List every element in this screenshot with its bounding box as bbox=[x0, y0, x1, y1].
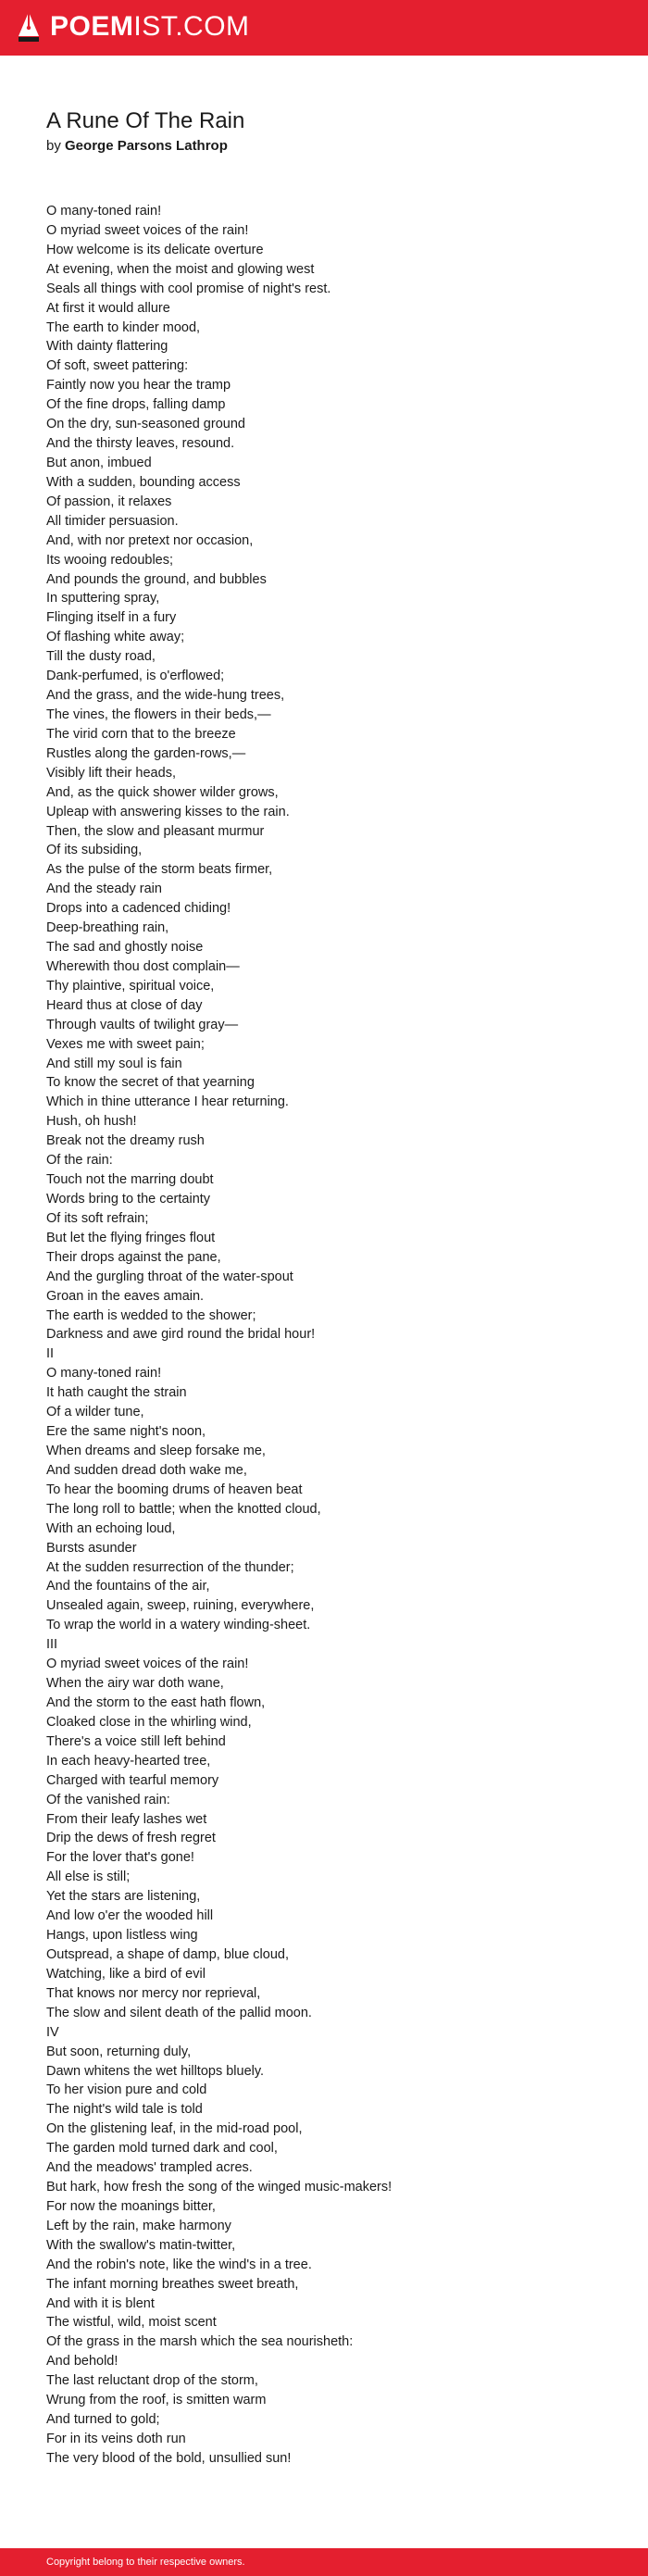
poem-line: On the dry, sun-seasoned ground bbox=[46, 417, 245, 432]
site-footer bbox=[0, 2548, 648, 2576]
poem-line: Their drops against the pane, bbox=[46, 1249, 221, 1265]
poem-line: O myriad sweet voices of the rain! bbox=[46, 1657, 249, 1672]
poem-line: The night's wild tale is told bbox=[46, 2102, 203, 2118]
poem-line: Wherewith thou dost complain— bbox=[46, 958, 240, 974]
poem-line: Of the rain: bbox=[46, 1153, 113, 1169]
poem-line: And the fountains of the air, bbox=[46, 1579, 210, 1594]
poem-line: That knows nor mercy nor reprieval, bbox=[46, 1985, 261, 2001]
site-header bbox=[0, 0, 648, 56]
poem-line: When dreams and sleep forsake me, bbox=[46, 1444, 266, 1458]
poem-line: When the airy war doth wane, bbox=[46, 1676, 224, 1692]
poem-line: It hath caught the strain bbox=[46, 1385, 187, 1401]
poem-line: Outspread, a shape of damp, blue cloud, bbox=[46, 1946, 289, 1962]
poem-line: The vines, the flowers in their beds,— bbox=[46, 707, 271, 722]
poem-line: The long roll to battle; when the knotted cloud, bbox=[46, 1501, 321, 1517]
poem-line: And the meadows' trampled acres. bbox=[46, 2160, 253, 2176]
poem-line: Thy plaintive, spiritual voice, bbox=[46, 978, 215, 994]
poem-line: Unsealed again, sweep, ruining, everywhere, bbox=[46, 1598, 315, 1614]
poem-line: Of flashing white away; bbox=[46, 630, 185, 645]
poem-line: And turned to gold; bbox=[46, 2412, 160, 2428]
poem-line: Through vaults of twilight gray— bbox=[46, 1017, 239, 1032]
poem-line: But soon, returning duly, bbox=[46, 2044, 192, 2059]
poem-line: But anon, imbued bbox=[46, 455, 152, 470]
poem-line: Yet the stars are listening, bbox=[46, 1889, 201, 1905]
poem-line: Watching, like a bird of evil bbox=[46, 1966, 206, 1982]
poem-line: Words bring to the certainty bbox=[46, 1192, 211, 1207]
poem-line: Of a wilder tune, bbox=[46, 1405, 144, 1420]
poem-line: With an echoing loud, bbox=[46, 1520, 176, 1536]
copyright-text: Copyright belong to their respective owners. bbox=[46, 2557, 245, 2568]
poem-line: Ere the same night's noon, bbox=[46, 1424, 206, 1440]
poem-line: At the sudden resurrection of the thunder; bbox=[46, 1559, 294, 1575]
poem-line: Left by the rain, make harmony bbox=[46, 2218, 231, 2233]
poem-line: All timider persuasion. bbox=[46, 513, 179, 529]
poem-line: And the storm to the east hath flown, bbox=[46, 1694, 266, 1710]
poem-line: How welcome is its delicate overture bbox=[46, 242, 264, 257]
poem-line: The infant morning breathes sweet breath, bbox=[46, 2276, 299, 2292]
poem-line: Of the grass in the marsh which the sea nourisheth: bbox=[46, 2334, 354, 2350]
poem-line: For the lover that's gone! bbox=[46, 1850, 194, 1866]
poem-line: The earth is wedded to the shower; bbox=[46, 1307, 256, 1323]
logo-text-bold: POEM bbox=[50, 11, 134, 42]
poem-line: Of the vanished rain: bbox=[46, 1792, 170, 1807]
poem-line: The slow and silent death of the pallid moon. bbox=[46, 2005, 312, 2020]
poem-line: There's a voice still left behind bbox=[46, 1733, 226, 1749]
poem-line: Faintly now you hear the tramp bbox=[46, 378, 231, 394]
poem-line: O many-toned rain! bbox=[46, 1366, 162, 1382]
poem-body bbox=[46, 202, 602, 2469]
poem-line: Rustles along the garden-rows,— bbox=[46, 745, 246, 761]
poem-line: Dawn whitens the wet hilltops bluely. bbox=[46, 2063, 265, 2079]
poem-line: To wrap the world in a watery winding-sheet. bbox=[46, 1618, 311, 1633]
poem-line: At evening, when the moist and glowing west bbox=[46, 261, 315, 277]
poem-line: O myriad sweet voices of the rain! bbox=[46, 222, 249, 238]
poem-line: Visibly lift their heads, bbox=[46, 765, 176, 781]
poem-line: For now the moanings bitter, bbox=[46, 2198, 216, 2214]
poem-line: All else is still; bbox=[46, 1869, 131, 1885]
poem-line: The earth to kinder mood, bbox=[46, 319, 201, 335]
poem-line: The very blood of the bold, unsullied sun! bbox=[46, 2450, 292, 2466]
poem-line: III bbox=[46, 1637, 58, 1653]
poem-line: Upleap with answering kisses to the rain. bbox=[46, 804, 290, 819]
poem-line: From their leafy lashes wet bbox=[46, 1811, 207, 1827]
poem-line: And the thirsty leaves, resound. bbox=[46, 436, 235, 452]
poem-line: And, with nor pretext nor occasion, bbox=[46, 532, 254, 548]
poem-line: Drops into a cadenced chiding! bbox=[46, 901, 231, 917]
poem-line: Vexes me with sweet pain; bbox=[46, 1036, 205, 1052]
byline bbox=[46, 137, 228, 156]
poem-line: The virid corn that to the breeze bbox=[46, 726, 236, 742]
poem-line: Of its soft refrain; bbox=[46, 1210, 149, 1226]
poem-line: To know the secret of that yearning bbox=[46, 1075, 255, 1091]
poem-line: Of soft, sweet pattering: bbox=[46, 358, 189, 374]
poem-line: Of its subsiding, bbox=[46, 843, 143, 858]
poem-line: And still my soul is fain bbox=[46, 1056, 182, 1071]
poem-line: Then, the slow and pleasant murmur bbox=[46, 823, 265, 839]
poem-line: Its wooing redoubles; bbox=[46, 552, 174, 568]
poem-line: The sad and ghostly noise bbox=[46, 940, 204, 956]
poem-line: And pounds the ground, and bubbles bbox=[46, 571, 267, 587]
poem-line: O many-toned rain! bbox=[46, 204, 162, 219]
poem-line: Dank-perfumed, is o'erflowed; bbox=[46, 669, 225, 684]
by-label: by bbox=[46, 138, 61, 154]
poem-line: And low o'er the wooded hill bbox=[46, 1908, 214, 1924]
poem-line: Hush, oh hush! bbox=[46, 1114, 137, 1130]
poem-line: With a sudden, bounding access bbox=[46, 474, 241, 490]
poem-line: Flinging itself in a fury bbox=[46, 610, 177, 626]
logo-text-light: IST.COM bbox=[133, 11, 250, 42]
poem-line: On the glistening leaf, in the mid-road pool, bbox=[46, 2121, 303, 2137]
poem-line: Groan in the eaves amain. bbox=[46, 1288, 205, 1304]
poem-line: In sputtering spray, bbox=[46, 591, 160, 606]
poem-line: Break not the dreamy rush bbox=[46, 1133, 205, 1149]
poem-line: Charged with tearful memory bbox=[46, 1772, 219, 1788]
poem-line: To hear the booming drums of heaven beat bbox=[46, 1482, 303, 1497]
poem-line: Till the dusty road, bbox=[46, 649, 156, 665]
poem-line: And the grass, and the wide-hung trees, bbox=[46, 688, 285, 704]
poem-line: Of the fine drops, falling damp bbox=[46, 397, 226, 413]
poem-line: Drip the dews of fresh regret bbox=[46, 1831, 216, 1846]
poem-line: And, as the quick shower wilder grows, bbox=[46, 784, 279, 800]
poem-line: And sudden dread doth wake me, bbox=[46, 1462, 247, 1478]
poem-title: A Rune Of The Rain bbox=[46, 108, 245, 133]
poem-line: Hangs, upon listless wing bbox=[46, 1928, 198, 1944]
poem-line: In each heavy-hearted tree, bbox=[46, 1753, 211, 1769]
poem-line: Touch not the marring doubt bbox=[46, 1172, 214, 1188]
pen-nib-icon bbox=[17, 11, 41, 43]
poem-line: Darkness and awe gird round the bridal hour! bbox=[46, 1327, 316, 1343]
poem-line: Cloaked close in the whirling wind, bbox=[46, 1714, 252, 1730]
poem-line: But hark, how fresh the song of the winged music-makers! bbox=[46, 2180, 393, 2195]
poem-line: And the robin's note, like the wind's in a tree. bbox=[46, 2257, 312, 2272]
poem-line: With the swallow's matin-twitter, bbox=[46, 2237, 236, 2253]
poem-line: And with it is blent bbox=[46, 2295, 155, 2311]
poem-line: But let the flying fringes flout bbox=[46, 1230, 216, 1245]
author-name[interactable]: George Parsons Lathrop bbox=[65, 138, 228, 154]
poem-line: Wrung from the roof, is smitten warm bbox=[46, 2393, 267, 2408]
poem-line: Bursts asunder bbox=[46, 1540, 137, 1556]
poem-line: As the pulse of the storm beats firmer, bbox=[46, 862, 273, 878]
poem-line: The garden mold turned dark and cool, bbox=[46, 2141, 278, 2157]
poem-line: The wistful, wild, moist scent bbox=[46, 2315, 217, 2331]
poem-line: At first it would allure bbox=[46, 300, 170, 316]
poem-line: Of passion, it relaxes bbox=[46, 494, 172, 509]
poem-line: Deep-breathing rain, bbox=[46, 920, 169, 936]
poem-line: And the steady rain bbox=[46, 882, 162, 897]
poem-line: With dainty flattering bbox=[46, 339, 168, 355]
poem-line: And the gurgling throat of the water-spout bbox=[46, 1269, 293, 1284]
poem-line: Heard thus at close of day bbox=[46, 997, 203, 1013]
site-logo[interactable] bbox=[17, 11, 250, 43]
poem-line: To her vision pure and cold bbox=[46, 2082, 207, 2098]
poem-line: IV bbox=[46, 2024, 59, 2040]
logo-wordmark bbox=[50, 11, 250, 43]
poem-line: Which in thine utterance I hear returning. bbox=[46, 1094, 289, 1110]
poem-line: And behold! bbox=[46, 2354, 118, 2370]
poem-line: The last reluctant drop of the storm, bbox=[46, 2373, 258, 2389]
poem-line: For in its veins doth run bbox=[46, 2432, 186, 2447]
poem-line: II bbox=[46, 1346, 55, 1362]
poem-line: Seals all things with cool promise of night's rest. bbox=[46, 281, 331, 296]
